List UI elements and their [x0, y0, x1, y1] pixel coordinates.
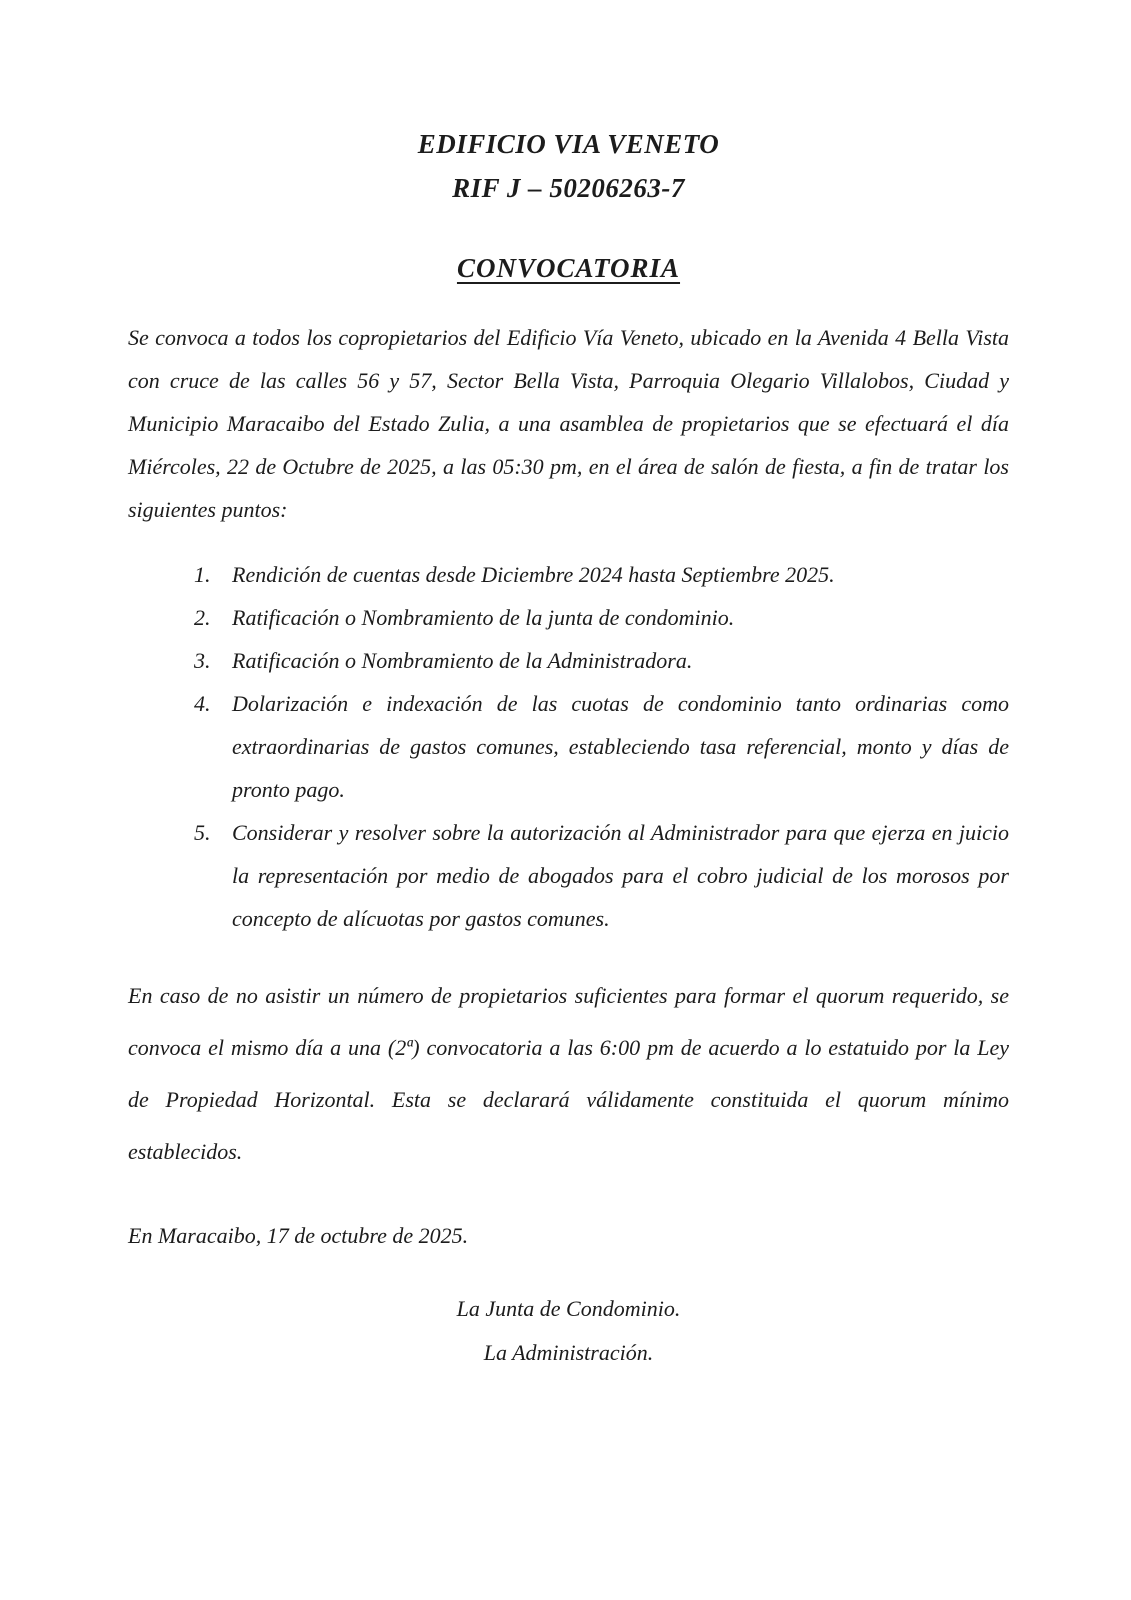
building-name: EDIFICIO VIA VENETO [417, 129, 720, 159]
agenda-item [194, 596, 1009, 639]
document-heading [128, 246, 1009, 290]
document-heading-text: CONVOCATORIA [456, 253, 681, 283]
signature-junta: La Junta de Condominio. [456, 1296, 681, 1321]
document-header [128, 122, 1009, 210]
signature-block [128, 1287, 1009, 1375]
agenda-item-text: Rendición de cuentas desde Diciembre 2024 hasta Septiembre 2025. [232, 562, 835, 587]
intro-paragraph: Se convoca a todos los copropietarios del Edificio Vía Veneto, ubicado en la Avenida 4 Bella Vista con cruce de las calles 56 y 57, Sector Bella Vista, Parroquia Olegario Villalobos, Ciudad y Municipio Maracaibo del Estado Zulia, a una asamblea de propietarios que se efectuará el día Miércoles, 22 de Octubre de 2025, a las 05:30 pm, en el área de salón de fiesta, a fin de tratar los siguientes puntos: [128, 325, 1009, 522]
rif-number: RIF J – 50206263-7 [452, 173, 685, 203]
second-call-paragraph: En caso de no asistir un número de propietarios suficientes para formar el quorum requerido, se convoca el mismo día a una (2ª) convocatoria a las 6:00 pm de acuerdo a lo estatuido por la Ley de Propiedad Horizontal. Esta se declarará válidamente constituida el quorum mínimo establecidos. [128, 983, 1009, 1164]
agenda-item-text: Dolarización e indexación de las cuotas de condominio tanto ordinarias como extraordinarias de gastos comunes, estableciendo tasa referencial, monto y días de pronto pago. [232, 691, 1009, 802]
signature-administracion: La Administración. [483, 1340, 654, 1365]
date-line: En Maracaibo, 17 de octubre de 2025. [128, 1223, 469, 1248]
agenda-item [194, 811, 1009, 940]
agenda-item-text: Ratificación o Nombramiento de la Administradora. [232, 648, 693, 673]
agenda-item-text: Ratificación o Nombramiento de la junta de condominio. [232, 605, 735, 630]
agenda-item [194, 639, 1009, 682]
agenda-item-number: 4. [194, 691, 211, 716]
agenda-item-text: Considerar y resolver sobre la autorización al Administrador para que ejerza en juicio la representación por medio de abogados para el cobro judicial de los morosos por concepto de alícuotas por gastos comunes. [232, 820, 1009, 931]
agenda-item-number: 1. [194, 562, 211, 587]
agenda-item-number: 5. [194, 820, 211, 845]
agenda-item [194, 682, 1009, 811]
agenda-list [194, 553, 1009, 940]
agenda-item [194, 553, 1009, 596]
agenda-item-number: 2. [194, 605, 211, 630]
agenda-item-number: 3. [194, 648, 211, 673]
